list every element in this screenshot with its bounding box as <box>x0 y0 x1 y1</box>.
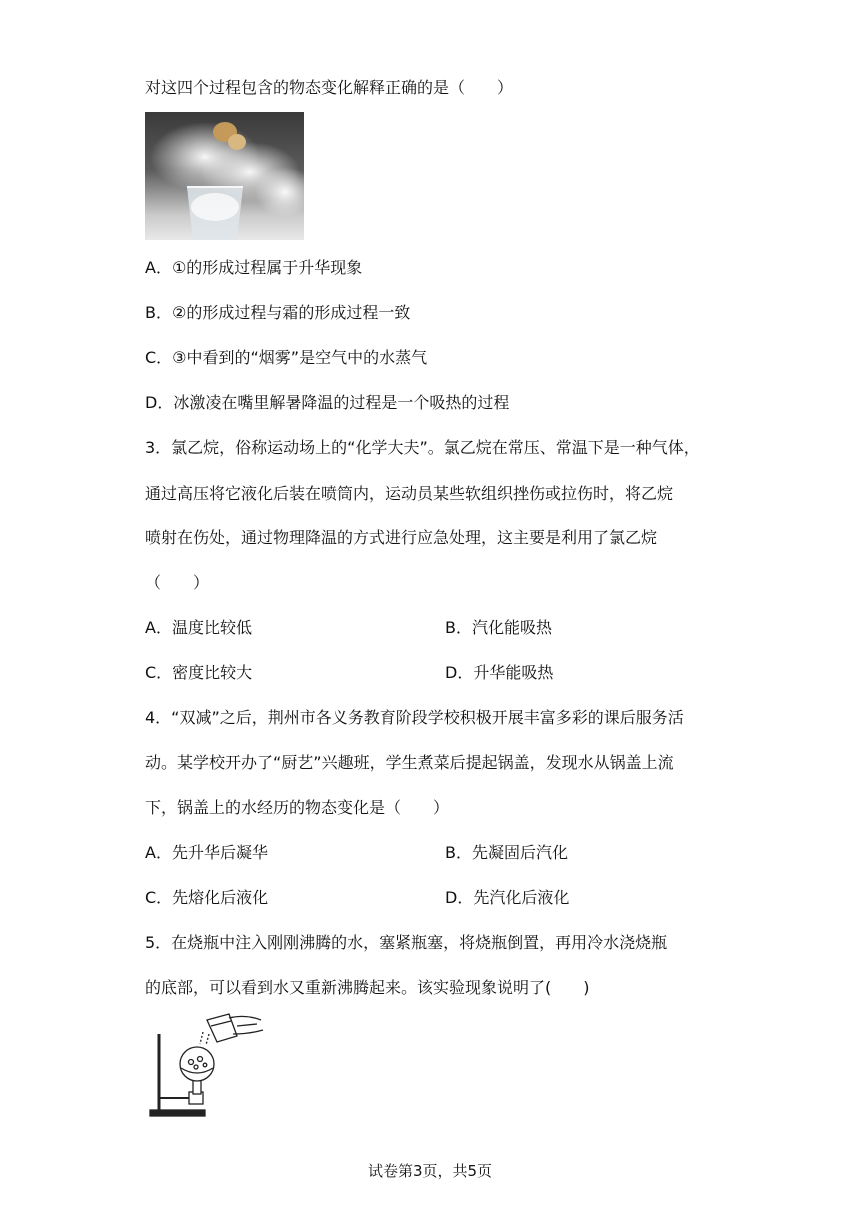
q3-option-a: A．温度比较低 <box>145 618 252 637</box>
q4-option-b: B．先凝固后汽化 <box>445 843 568 862</box>
q5-line-2: 的底部，可以看到水又重新沸腾起来。该实验现象说明了( ) <box>145 978 590 997</box>
q5-line-1: 5．在烧瓶中注入刚刚沸腾的水，塞紧瓶塞，将烧瓶倒置，再用冷水浇烧瓶 <box>145 933 668 952</box>
ice-cream-smoke-photo <box>145 112 304 240</box>
q2-option-c: C．③中看到的“烟雾”是空气中的水蒸气 <box>145 348 428 367</box>
q2-option-a: A．①的形成过程属于升华现象 <box>145 258 363 277</box>
q4-line-2: 动。某学校开办了“厨艺”兴趣班，学生煮菜后提起锅盖，发现水从锅盖上流 <box>145 753 674 772</box>
q4-option-a: A．先升华后凝华 <box>145 843 268 862</box>
q3-line-2: 通过高压将它液化后装在喷筒内，运动员某些软组织挫伤或拉伤时，将乙烷 <box>145 484 674 503</box>
q3-option-b: B．汽化能吸热 <box>445 618 552 637</box>
q3-line-3: 喷射在伤处，通过物理降温的方式进行应急处理，这主要是利用了氯乙烷 <box>145 528 658 547</box>
q3-line-1: 3．氯乙烷，俗称运动场上的“化学大夫”。氯乙烷在常压、常温下是一种气体， <box>145 438 700 457</box>
q3-option-c: C．密度比较大 <box>145 663 253 682</box>
q2-option-d: D．冰激凌在嘴里解暑降温的过程是一个吸热的过程 <box>145 393 510 412</box>
flask-experiment-diagram <box>145 1012 270 1124</box>
q3-option-d: D．升华能吸热 <box>445 663 554 682</box>
q4-line-3: 下，锅盖上的水经历的物态变化是（ ） <box>145 798 450 817</box>
q2-option-b: B．②的形成过程与霜的形成过程一致 <box>145 303 411 322</box>
q2-stem: 对这四个过程包含的物态变化解释正确的是（ ） <box>145 78 514 97</box>
q3-line-4: （ ） <box>145 573 210 592</box>
page-footer: 试卷第3页，共5页 <box>367 1162 493 1180</box>
q4-line-1: 4．“双减”之后，荆州市各义务教育阶段学校积极开展丰富多彩的课后服务活 <box>145 708 684 727</box>
q4-option-d: D．先汽化后液化 <box>445 888 570 907</box>
q4-option-c: C．先熔化后液化 <box>145 888 269 907</box>
